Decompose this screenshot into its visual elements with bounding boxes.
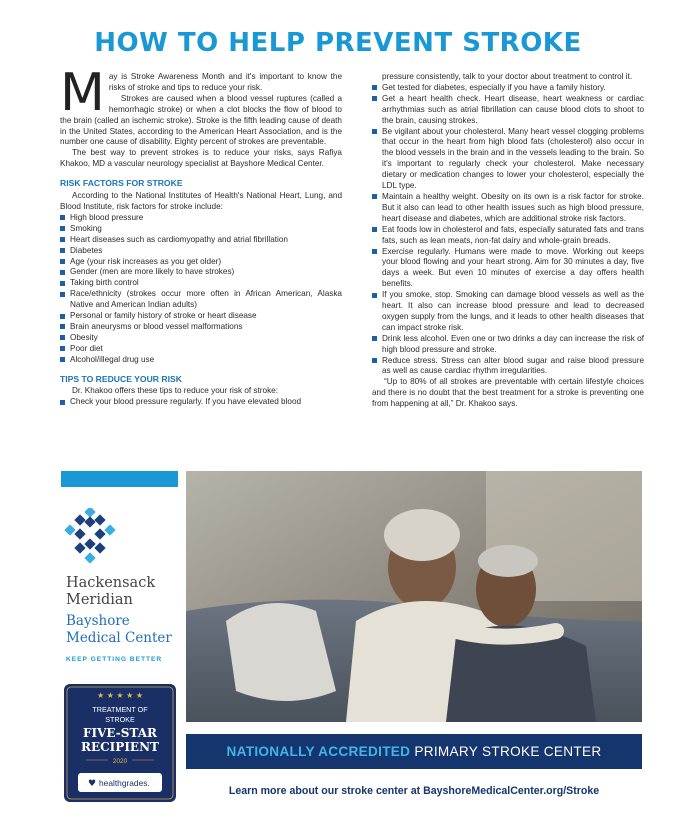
prevention-paragraph: The best way to prevent strokes is to reduce your risks, says Rafiya Khakoo, MD a vascular neurology specialist at Bayshore Medical Center. bbox=[60, 148, 342, 169]
healthgrades-wordmark: healthgrades. bbox=[99, 778, 150, 788]
badge-text: FIVE-STAR bbox=[82, 726, 158, 740]
list-item: Race/ethnicity (strokes occur more often in African American, Alaska Native and American Indian adults) bbox=[60, 289, 342, 311]
drop-cap: M bbox=[60, 63, 105, 123]
tips-intro: Dr. Khakoo offers these tips to reduce your risk of stroke: bbox=[72, 386, 278, 396]
list-item: High blood pressure bbox=[60, 213, 342, 224]
list-item: Exercise regularly. Humans were made to move. Working out keeps your blood flowing and your heart strong. Aim for 30 minutes a day, five days a week. But even 10 minutes of exercise a day offers health benefits. bbox=[372, 247, 644, 291]
tips-list bbox=[372, 83, 644, 377]
list-item: Poor diet bbox=[60, 344, 342, 355]
couple-embracing-photo bbox=[186, 471, 642, 722]
article-left-column bbox=[60, 63, 342, 408]
list-item: Brain aneurysms or blood vessel malformations bbox=[60, 322, 342, 333]
tip-continuation: pressure consistently, talk to your doctor about treatment to control it. bbox=[382, 72, 633, 81]
list-item: Drink less alcohol. Even one or two drinks a day can increase the risk of high blood pressure and stroke. bbox=[372, 334, 644, 356]
logo-cross bbox=[64, 508, 115, 564]
list-item: Diabetes bbox=[60, 246, 342, 257]
list-item: Gender (men are more likely to have strokes) bbox=[60, 267, 342, 278]
list-item: Smoking bbox=[60, 224, 342, 235]
list-item: Heart diseases such as cardiomyopathy and atrial fibrillation bbox=[60, 235, 342, 246]
list-item: Be vigilant about your cholesterol. Many heart vessel clogging problems that occur in the heart from high blood fats (cholesterol) also occur in the blood vessels in the brain and in the vessels leading to the brain. So it's important to regularly check your cholesterol. Make necessary dietary or medication changes to lower your cholesterol, especially the LDL type. bbox=[372, 127, 644, 192]
doctor-quote: “Up to 80% of all strokes are preventable with certain lifestyle choices and there is no doubt that the best treatment for a stroke is preventing one from happening at all,” Dr. Khakoo says. bbox=[372, 377, 644, 409]
hackensack-meridian-logo-icon bbox=[62, 508, 118, 564]
badge-text: TREATMENT OF bbox=[92, 705, 148, 714]
brand-line: Hackensack bbox=[66, 575, 156, 591]
page-title: HOW TO HELP PREVENT STROKE bbox=[94, 28, 582, 58]
learn-more-text: Learn more about our stroke center at BayshoreMedicalCenter.org/Stroke bbox=[228, 785, 600, 797]
badge-year: 2020 bbox=[112, 758, 128, 765]
hackensack-meridian-name bbox=[66, 575, 155, 609]
list-item: Get tested for diabetes, especially if you have a family history. bbox=[372, 83, 644, 94]
list-item: Obesity bbox=[60, 333, 342, 344]
heart-icon: ♥ bbox=[88, 779, 97, 789]
badge-stars-icon: ★ ★ ★ ★ ★ bbox=[96, 691, 144, 700]
banner-bold-text: NATIONALLY ACCREDITED bbox=[226, 744, 411, 759]
brand-line: Bayshore bbox=[66, 613, 130, 629]
list-item: If you smoke, stop. Smoking can damage blood vessels as well as the heart. It also can increase blood pressure and lead to decreased oxygen supply from the lungs, and it leads to other health diseases that can impact stroke risk. bbox=[372, 290, 644, 334]
photo-man-hair bbox=[478, 545, 538, 577]
list-item: Personal or family history of stroke or heart disease bbox=[60, 311, 342, 322]
list-item: Check your blood pressure regularly. If you have elevated blood bbox=[60, 397, 342, 408]
badge-text: RECIPIENT bbox=[81, 740, 159, 754]
risk-factor-list bbox=[60, 213, 342, 366]
risk-factors-heading: RISK FACTORS FOR STROKE bbox=[60, 178, 183, 189]
bayshore-name bbox=[66, 613, 172, 647]
list-item: Maintain a healthy weight. Obesity on its own is a risk factor for stroke. But it also can lead to other health issues such as high blood pressure, heart disease and diabetes, which are additional stroke risk factors. bbox=[372, 192, 644, 225]
brand-tagline: KEEP GETTING BETTER bbox=[66, 656, 163, 663]
article-right-column bbox=[372, 72, 644, 410]
healthgrades-five-star-badge bbox=[64, 684, 176, 802]
tips-list-start bbox=[60, 397, 342, 408]
intro-text: ay is Stroke Awareness Month and it's important to know the risks of stroke and tips to reduce your risk. bbox=[108, 72, 342, 92]
list-item: Get a heart health check. Heart disease, heart weakness or cardiac arrhythmias such as atrial fibrillation can cause blood clots to shoot to the brain, causing strokes. bbox=[372, 94, 644, 127]
stroke-causes-paragraph: Strokes are caused when a blood vessel ruptures (called a hemorrhagic stroke) or when a clot blocks the flow of blood to the brain (called an ischemic stroke). Stroke is the fifth leading cause of death in the United States, according to the American Heart Association, and is the number one cause of disability. Eighty percent of strokes are preventable. bbox=[60, 93, 342, 147]
list-item: Alcohol/illegal drug use bbox=[60, 355, 342, 366]
risk-factors-intro: According to the National Institutes of Health's National Heart, Lung, and Blood Institute, risk factors for stroke include: bbox=[60, 191, 342, 211]
accreditation-banner bbox=[186, 734, 642, 769]
list-item: Reduce stress. Stress can alter blood sugar and raise blood pressure as well as cause cardiac rhythm irregularities. bbox=[372, 356, 644, 378]
brand-line: Meridian bbox=[66, 592, 133, 608]
list-item: Age (your risk increases as you get older) bbox=[60, 257, 342, 268]
tips-heading: TIPS TO REDUCE YOUR RISK bbox=[60, 373, 182, 384]
brand-line: Medical Center bbox=[66, 630, 172, 646]
accent-bar bbox=[61, 471, 178, 487]
photo-woman-hair bbox=[384, 509, 460, 561]
badge-text: STROKE bbox=[105, 715, 135, 724]
banner-text: PRIMARY STROKE CENTER bbox=[410, 744, 602, 759]
list-item: Eat foods low in cholesterol and fats, especially saturated fats and trans fats, such as lean meats, non-fat dairy and whole-grain breads. bbox=[372, 225, 644, 247]
list-item: Taking birth control bbox=[60, 278, 342, 289]
